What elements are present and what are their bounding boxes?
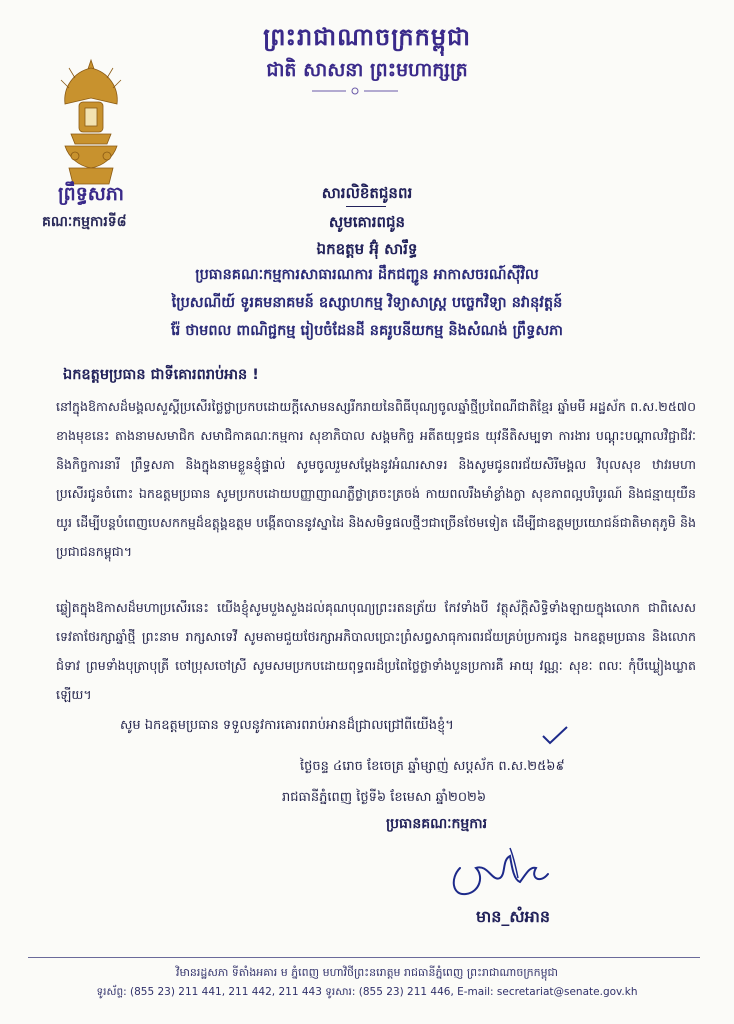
institution-name: ព្រឹទ្ធសភា (58, 183, 124, 205)
date-lunar: ថ្ងៃចន្ទ ៤រោច ខែចេត្រ ឆ្នាំម្សាញ់ សប្តស័ក ព.ស.២៥៦៩ (300, 759, 565, 774)
handwritten-signature (440, 838, 560, 908)
checkmark-icon (540, 724, 570, 746)
recipient-name: ឯកឧត្តម អ៊ុំ សារឹទ្ធ (316, 240, 418, 258)
commission-name: គណៈកម្មការទី៨ (42, 214, 127, 230)
salutation: ឯកឧត្តមប្រធាន ជាទីគោរពរាប់អាន ! (63, 367, 259, 383)
body-paragraph-1: នៅក្នុងឱកាសដ៏មង្គលសួស្តីប្រសើរថ្លៃថ្លាប្រកបដោយក្តីសោមនស្សរីករាយនៃពិធីបុណ្យចូលឆ្នាំថ្មីប្រពៃណីជាតិខ្មែរ ឆ្នាំមមី អដ្ឋស័ក ព.ស.២៥៧០ ខាងមុខនេះ តាងនាមសមាជិក សមាជិកាគណៈកម្មការ សុខាភិបាល សង្គមកិច្ច អតីតយុទ្ធជន យុវនីតិសម្បទា ការងារ បណ្តុះបណ្តាលវិជ្ជាជីវៈ និងកិច្ចការនារី ព្រឹទ្ធសភា និងក្នុងនាមខ្លួនខ្ញុំផ្ទាល់ សូមចូលរួមសម្តែងនូវអំណរសាទរ និងសូមជូនពរជ័យសិរីមង្គល វិបុលសុខ ឋាវរមហាប្រសើរជូនចំពោះ ឯកឧត្តមប្រធាន សូមប្រកបដោយបញ្ញាញាណភ្លឺថ្លាត្រចះត្រចង់ កាយពលរឹងមាំខ្លាំងក្លា សុខភាពល្អបរិបូរណ៍ និងជន្មាយុយឺនយូរ ដើម្បីបន្តបំពេញបេសកកម្មដ៏ឧត្តុង្គឧត្តម បង្កើតបាននូវស្នាដៃ និងសមិទ្ធផលថ្មីៗជាច្រើនថែមទៀត ដើម្បីជាឧត្តមប្រយោជន៍ជាតិមាតុភូមិ និងប្រជាជនកម្ពុជា។ (56, 399, 696, 559)
recipient-role-line-2: ប្រៃសណីយ៍ ទូរគមនាគមន៍ ឧស្សាហកម្ម វិទ្យាសាស្ត្រ បច្ចេកវិទ្យា នវានុវត្តន៍ (171, 295, 563, 311)
date-solar: រាជធានីភ្នំពេញ ថ្ងៃទី៦ ខែមេសា ឆ្នាំ២០២៦ (282, 790, 487, 805)
footer-divider (28, 957, 700, 958)
body-paragraph-2: ឆ្លៀតក្នុងឱកាសដ៏មហាប្រសើរនេះ យើងខ្ញុំសូមបួងសួងដល់គុណបុណ្យព្រះរតនត្រ័យ កែវទាំងបី វត្ថុស័ក្តិសិទ្ធិទាំងឡាយក្នុងលោក ជាពិសេសទេវតាថែរក្សាឆ្នាំថ្មី ព្រះនាម រាក្សសាទេវី សូមតាមជួយថែរក្សាអភិបាលប្រោះព្រំសព្វសាធុការពរជ័យគ្រប់ប្រការជូន ឯកឧត្តមប្រធាន និងលោកជំទាវ ព្រមទាំងបុត្រាបុត្រី ចៅប្រុសចៅស្រី សូមសមប្រកបដោយពុទ្ធពរដ៏ប្រពៃថ្លៃថ្លាទាំងបួនប្រការគឺ អាយុ វណ្ណៈ សុខៈ ពលៈ កុំបីឃ្លៀងឃ្លាតឡើយ។ (56, 600, 696, 702)
closing-line: សូម ឯកឧត្តមប្រធាន ទទួលនូវការគោរពរាប់អានដ៏ជ្រាលជ្រៅពីយើងខ្ញុំ។ (120, 718, 454, 733)
national-motto: ជាតិ សាសនា ព្រះមហាក្សត្រ (266, 59, 468, 81)
title-underline (346, 206, 386, 207)
letter-title: សារលិខិតជូនពរ (321, 184, 413, 202)
signatory-name: មាន_សំអាន (476, 907, 551, 926)
kingdom-header: ព្រះរាជាណាចក្រកម្ពុជា (263, 23, 471, 51)
respect-line: សូមគោរពជូន (328, 213, 406, 231)
footer-contacts: ទូរស័ព្ទ: (855 23) 211 441, 211 442, 211 443 ទូរសារ: (855 23) 211 446, E-mail: secretariat@senate.gov.kh (96, 986, 638, 998)
recipient-role-line-3: រ៉ែ ថាមពល ពាណិជ្ជកម្ម រៀបចំដែនដី នគរូបនីយកម្ម និងសំណង់ ព្រឹទ្ធសភា (171, 323, 563, 339)
divider-ornament-icon (310, 86, 400, 96)
recipient-role-line-1: ប្រធានគណៈកម្មការសាធារណការ ដឹកជញ្ជូន អាកាសចរណ៍ស៊ីវិល (195, 267, 539, 283)
footer-address: វិមានរដ្ឋសភា ទីតាំងអគារ ម ភ្នំពេញ មហាវិថីព្រះនរោត្តម រាជធានីភ្នំពេញ ព្រះរាជាណាចក្រកម្ពុជា (175, 966, 559, 979)
signatory-title: ប្រធានគណៈកម្មការ (386, 816, 488, 832)
senate-emblem-icon (55, 58, 127, 190)
